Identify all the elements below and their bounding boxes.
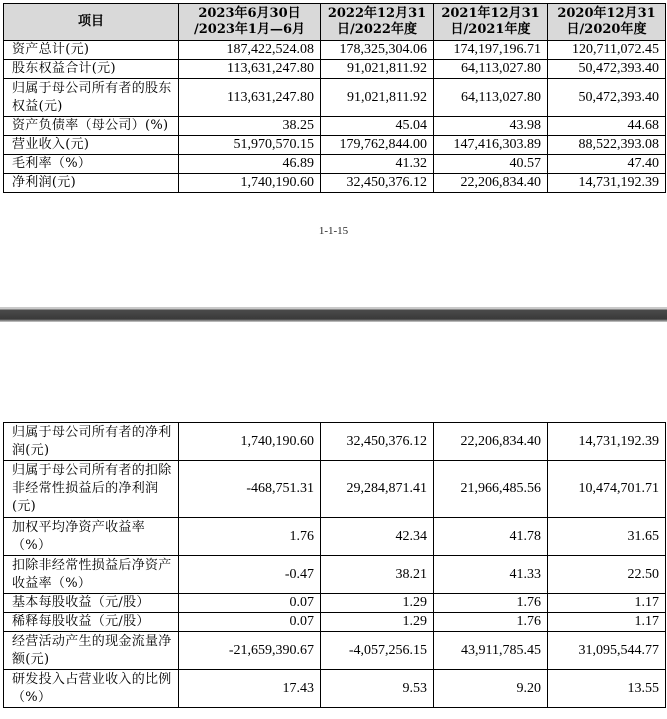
row-label: 归属于母公司所有者的净利润(元)	[4, 423, 179, 461]
cell-value: 1.17	[548, 613, 666, 632]
cell-value: 47.40	[548, 155, 666, 174]
row-label: 经营活动产生的现金流量净额(元)	[4, 632, 179, 670]
cell-value: 13.55	[548, 670, 666, 708]
cell-value: 1.29	[321, 613, 434, 632]
cell-value: 50,472,393.40	[548, 79, 666, 117]
table-row	[4, 518, 666, 556]
cell-value: 179,762,844.00	[321, 136, 434, 155]
cell-value: 1.17	[548, 594, 666, 613]
table-row	[4, 41, 666, 60]
cell-value: 42.34	[321, 518, 434, 556]
cell-value: 64,113,027.80	[434, 79, 548, 117]
cell-value: 17.43	[179, 670, 321, 708]
cell-value: 0.07	[179, 613, 321, 632]
table-row	[4, 613, 666, 632]
cell-value: 91,021,811.92	[321, 79, 434, 117]
row-label: 归属于母公司所有者的股东权益(元)	[4, 79, 179, 117]
cell-value: 32,450,376.12	[321, 174, 434, 193]
row-label: 资产总计(元)	[4, 41, 179, 60]
cell-value: 22.50	[548, 556, 666, 594]
header-period-2020: 2020年12月31 日/2020年度	[548, 4, 666, 41]
cell-value: 43,911,785.45	[434, 632, 548, 670]
cell-value: 178,325,304.06	[321, 41, 434, 60]
cell-value: 91,021,811.92	[321, 60, 434, 79]
table-row	[4, 461, 666, 518]
cell-value: 113,631,247.80	[179, 60, 321, 79]
cell-value: 38.21	[321, 556, 434, 594]
cell-value: 22,206,834.40	[434, 174, 548, 193]
cell-value: 174,197,196.71	[434, 41, 548, 60]
cell-value: 22,206,834.40	[434, 423, 548, 461]
cell-value: 41.33	[434, 556, 548, 594]
cell-value: 1.76	[434, 594, 548, 613]
cell-value: 41.78	[434, 518, 548, 556]
cell-value: 88,522,393.08	[548, 136, 666, 155]
cell-value: 10,474,701.71	[548, 461, 666, 518]
table-row	[4, 155, 666, 174]
header-item: 项目	[4, 4, 179, 41]
row-label: 归属于母公司所有者的扣除非经常性损益后的净利润(元)	[4, 461, 179, 518]
row-label: 股东权益合计(元)	[4, 60, 179, 79]
cell-value: 1.76	[434, 613, 548, 632]
cell-value: 120,711,072.45	[548, 41, 666, 60]
table-row	[4, 594, 666, 613]
financial-summary-table-top	[3, 3, 666, 193]
table-row	[4, 60, 666, 79]
financial-summary-table-bottom	[3, 422, 666, 708]
cell-value: -468,751.31	[179, 461, 321, 518]
cell-value: 9.20	[434, 670, 548, 708]
header-row	[4, 4, 666, 41]
row-label: 净利润(元)	[4, 174, 179, 193]
cell-value: 21,966,485.56	[434, 461, 548, 518]
table-row	[4, 117, 666, 136]
table-row	[4, 556, 666, 594]
row-label: 稀释每股收益（元/股）	[4, 613, 179, 632]
cell-value: 1,740,190.60	[179, 174, 321, 193]
header-period-2022: 2022年12月31 日/2022年度	[321, 4, 434, 41]
table-row	[4, 670, 666, 708]
cell-value: 43.98	[434, 117, 548, 136]
table-row	[4, 79, 666, 117]
row-label: 资产负债率（母公司）(%)	[4, 117, 179, 136]
table-row	[4, 632, 666, 670]
page-number: 1-1-15	[318, 225, 349, 237]
cell-value: 31.65	[548, 518, 666, 556]
row-label: 营业收入(元)	[4, 136, 179, 155]
cell-value: -0.47	[179, 556, 321, 594]
cell-value: 29,284,871.41	[321, 461, 434, 518]
cell-value: 64,113,027.80	[434, 60, 548, 79]
cell-value: 14,731,192.39	[548, 423, 666, 461]
cell-value: 113,631,247.80	[179, 79, 321, 117]
cell-value: 45.04	[321, 117, 434, 136]
row-label: 研发投入占营业收入的比例（%）	[4, 670, 179, 708]
row-label: 毛利率（%）	[4, 155, 179, 174]
cell-value: 32,450,376.12	[321, 423, 434, 461]
cell-value: 14,731,192.39	[548, 174, 666, 193]
cell-value: 31,095,544.77	[548, 632, 666, 670]
cell-value: 44.68	[548, 117, 666, 136]
cell-value: 0.07	[179, 594, 321, 613]
table-row	[4, 174, 666, 193]
cell-value: 1.29	[321, 594, 434, 613]
cell-value: 41.32	[321, 155, 434, 174]
cell-value: -21,659,390.67	[179, 632, 321, 670]
header-period-2023h1: 2023年6月30日 /2023年1月—6月	[179, 4, 321, 41]
row-label: 扣除非经常性损益后净资产收益率（%）	[4, 556, 179, 594]
cell-value: 1.76	[179, 518, 321, 556]
header-period-2021: 2021年12月31 日/2021年度	[434, 4, 548, 41]
cell-value: 1,740,190.60	[179, 423, 321, 461]
cell-value: 38.25	[179, 117, 321, 136]
cell-value: 40.57	[434, 155, 548, 174]
row-label: 加权平均净资产收益率（%）	[4, 518, 179, 556]
cell-value: 147,416,303.89	[434, 136, 548, 155]
row-label: 基本每股收益（元/股）	[4, 594, 179, 613]
cell-value: -4,057,256.15	[321, 632, 434, 670]
page-separator	[0, 307, 667, 322]
cell-value: 9.53	[321, 670, 434, 708]
table-row	[4, 136, 666, 155]
table-row	[4, 423, 666, 461]
cell-value: 46.89	[179, 155, 321, 174]
cell-value: 51,970,570.15	[179, 136, 321, 155]
cell-value: 50,472,393.40	[548, 60, 666, 79]
cell-value: 187,422,524.08	[179, 41, 321, 60]
